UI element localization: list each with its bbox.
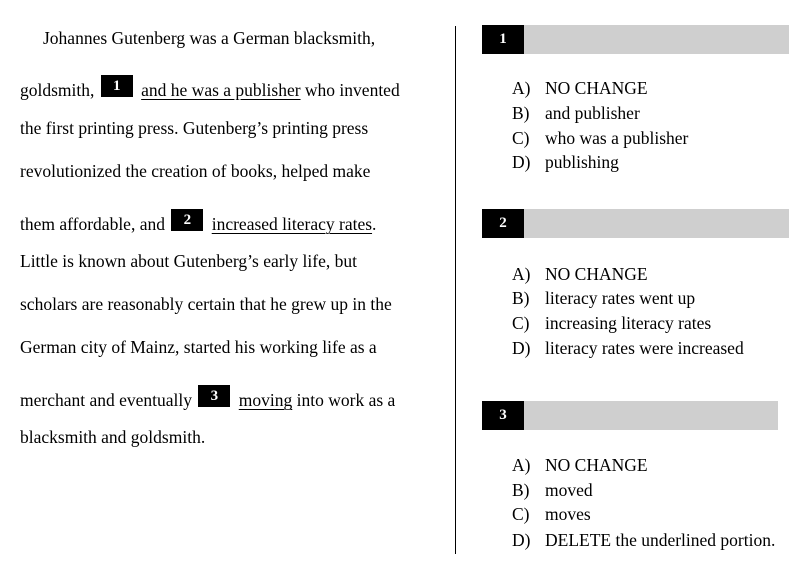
question-header	[482, 401, 778, 430]
answer-option[interactable]: D) DELETE the underlined portion.	[512, 530, 776, 550]
passage-text: into work as a	[296, 390, 396, 410]
question-marker-2[interactable]: 2	[171, 209, 203, 231]
passage-line: German city of Mainz, started his working life as a	[20, 337, 377, 357]
column-divider	[455, 26, 456, 554]
underlined-portion-2: increased literacy rates	[211, 214, 373, 234]
answer-option[interactable]: C) increasing literacy rates	[512, 313, 712, 333]
passage-line	[20, 75, 400, 100]
passage-line: Little is known about Gutenberg’s early life, but	[20, 251, 357, 271]
question-header	[482, 209, 789, 238]
underlined-portion-1: and he was a publisher	[141, 80, 301, 100]
passage-line: Johannes Gutenberg was a German blacksmith,	[43, 28, 376, 48]
passage-text: merchant and eventually	[20, 390, 193, 410]
answer-option[interactable]: A) NO CHANGE	[512, 78, 648, 98]
question-marker-1[interactable]: 1	[101, 75, 133, 97]
question-marker-3[interactable]: 3	[198, 385, 230, 407]
passage-text: .	[372, 214, 377, 234]
passage-line	[20, 385, 395, 410]
passage-line	[20, 209, 376, 234]
question-number: 1	[482, 25, 524, 54]
passage-text: goldsmith,	[20, 80, 95, 100]
question-number: 2	[482, 209, 524, 238]
answer-option[interactable]: C) who was a publisher	[512, 128, 689, 148]
passage-line: the first printing press. Gutenberg’s printing press	[20, 118, 369, 138]
passage-text: them affordable, and	[20, 214, 165, 234]
answer-option[interactable]: A) NO CHANGE	[512, 455, 648, 475]
passage-text: who invented	[304, 80, 400, 100]
answer-option[interactable]: D) literacy rates were increased	[512, 338, 744, 358]
passage-line: revolutionized the creation of books, helped make	[20, 161, 371, 181]
passage-line: scholars are reasonably certain that he grew up in the	[20, 294, 392, 314]
answer-option[interactable]: B) literacy rates went up	[512, 288, 696, 308]
passage-line: blacksmith and goldsmith.	[20, 427, 206, 447]
underlined-portion-3: moving	[238, 390, 293, 410]
answer-option[interactable]: C) moves	[512, 504, 591, 524]
answer-option[interactable]: B) and publisher	[512, 103, 640, 123]
answer-option[interactable]: D) publishing	[512, 152, 619, 172]
answer-option[interactable]: B) moved	[512, 480, 593, 500]
question-header	[482, 25, 789, 54]
question-number: 3	[482, 401, 524, 430]
answer-option[interactable]: A) NO CHANGE	[512, 264, 648, 284]
